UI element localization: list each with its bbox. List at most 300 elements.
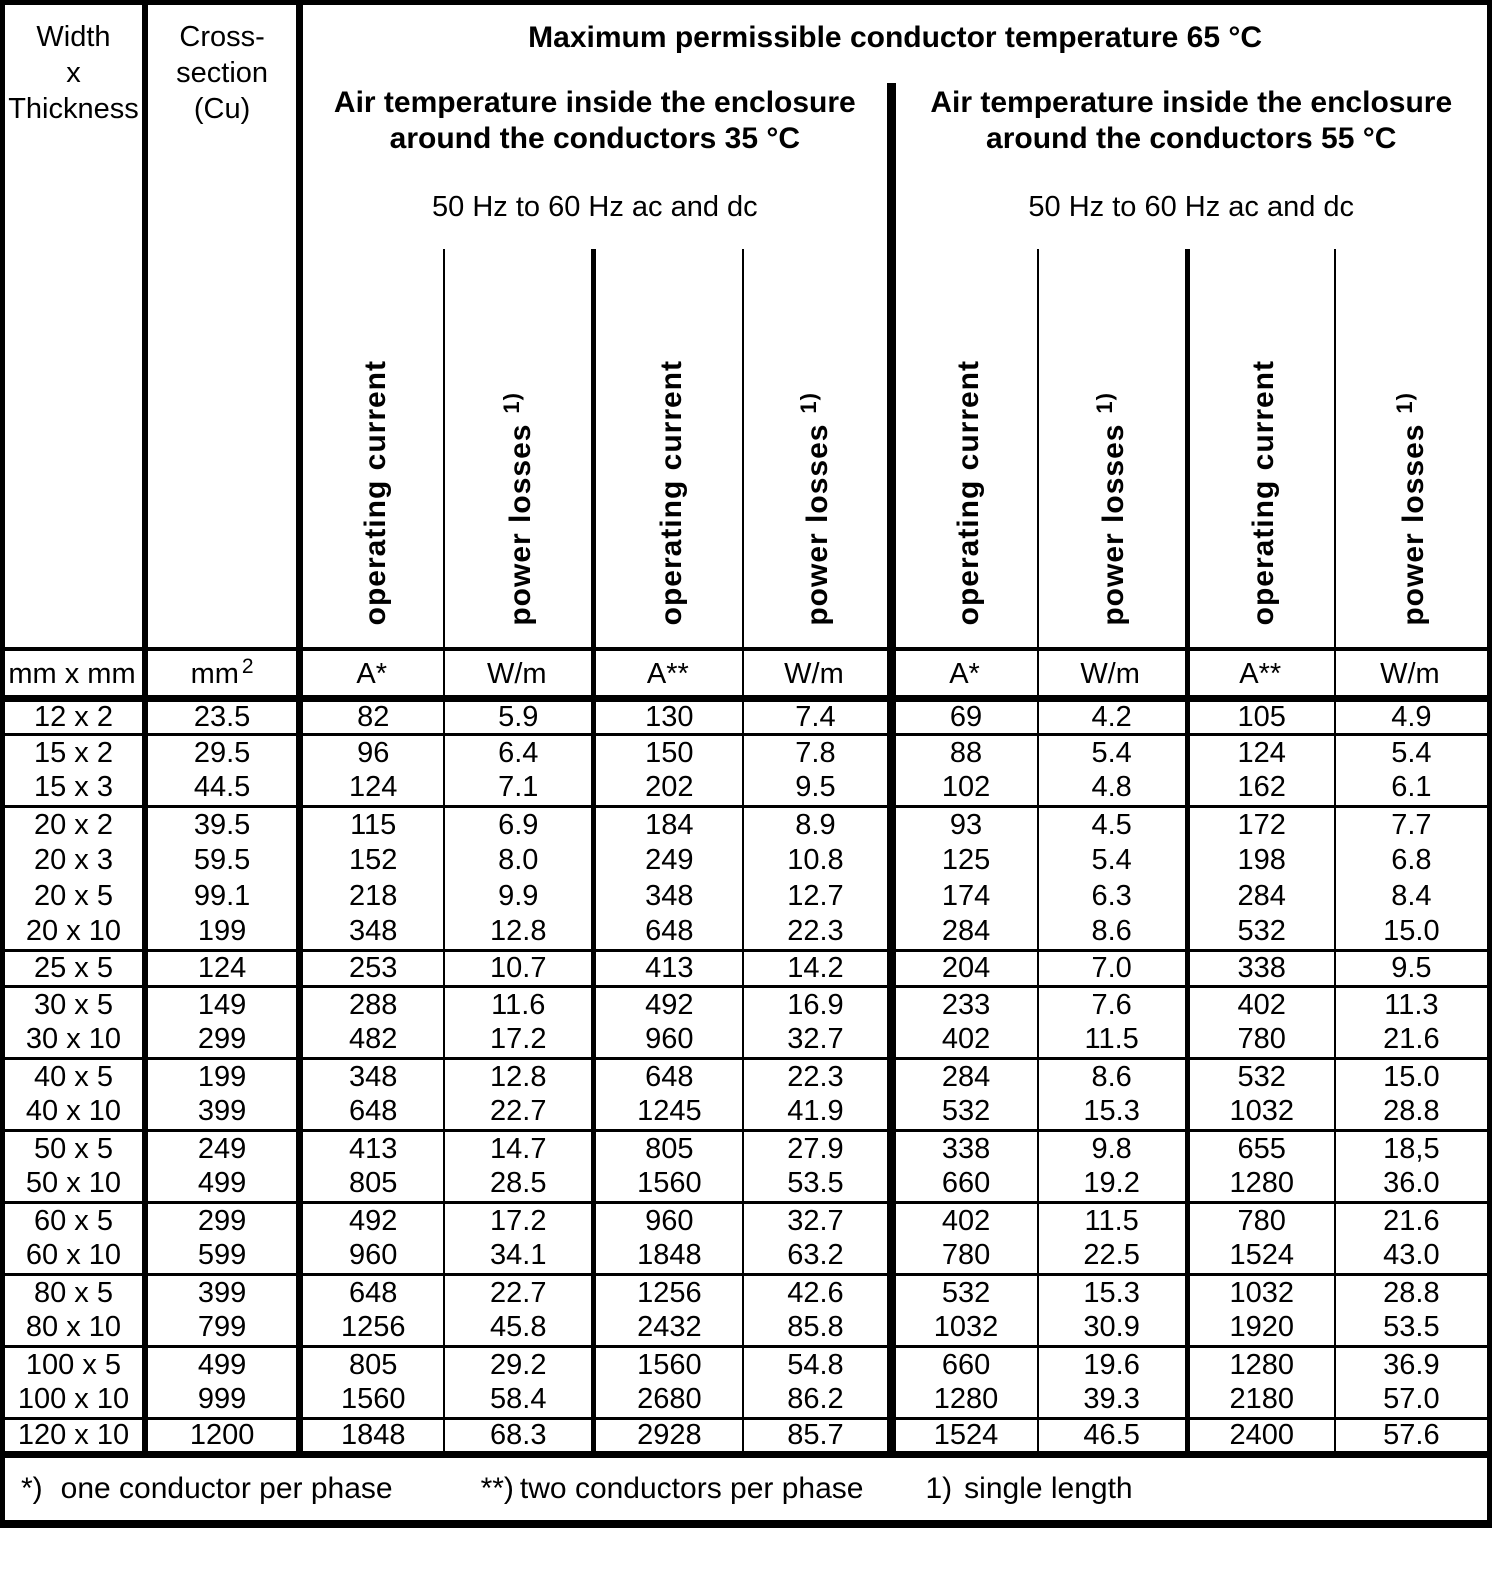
table-cell: 299: [145, 1023, 300, 1059]
table-cell: 39.5: [145, 807, 300, 843]
table-cell: 8.6: [1038, 915, 1188, 951]
table-cell: 1280: [1187, 1167, 1335, 1203]
table-cell: 780: [1187, 1023, 1335, 1059]
col-header-width-thickness: [3, 3, 145, 649]
unit-cell: [743, 649, 891, 699]
table-cell: 8.9: [743, 807, 891, 843]
table-cell: 402: [891, 1023, 1038, 1059]
table-row: [3, 1311, 1490, 1347]
table-cell: 7.4: [743, 699, 891, 735]
table-cell: 12.8: [444, 1059, 594, 1095]
table-cell: 655: [1187, 1131, 1335, 1167]
table-cell: 218: [300, 879, 445, 915]
table-cell: 1524: [1187, 1239, 1335, 1275]
table-cell: 30.9: [1038, 1311, 1188, 1347]
footnote-text: two conductors per phase: [519, 1472, 864, 1505]
table-cell: 7.7: [1335, 807, 1490, 843]
table-cell: 44.5: [145, 771, 300, 807]
table-row: [3, 771, 1490, 807]
table-cell: 17.2: [444, 1203, 594, 1239]
table-cell: 68.3: [444, 1419, 594, 1455]
table-cell: 1032: [1187, 1095, 1335, 1131]
row-size-label: 12 x 2: [33, 701, 113, 733]
table-cell: 532: [1187, 915, 1335, 951]
table-cell: 299: [145, 1203, 300, 1239]
table-cell: 124: [300, 771, 445, 807]
table-cell: 15.0: [1335, 1059, 1490, 1095]
table-cell: 999: [145, 1383, 300, 1419]
table-cell: 36.0: [1335, 1167, 1490, 1203]
table-cell: 53.5: [743, 1167, 891, 1203]
table-cell: 32.7: [743, 1023, 891, 1059]
table-cell: 63.2: [743, 1239, 891, 1275]
table-cell: 46.5: [1038, 1419, 1188, 1455]
unit-cell: [444, 649, 594, 699]
table-cell: 648: [300, 1095, 445, 1131]
footnote-text: single length: [964, 1472, 1133, 1505]
table-cell: 960: [594, 1023, 744, 1059]
unit-label: mm x mm: [8, 658, 136, 691]
footnote-ref: 1): [1092, 391, 1118, 414]
table-cell: 124: [1187, 735, 1335, 771]
table-cell: 660: [891, 1347, 1038, 1383]
table-cell: 9.9: [444, 879, 594, 915]
rotated-label: operating current: [951, 360, 985, 626]
col-header-line: Width: [36, 21, 111, 53]
table-cell: 399: [145, 1275, 300, 1311]
row-size-label: 50 x 5: [3, 1131, 145, 1167]
table-cell: 499: [145, 1347, 300, 1383]
table-cell: 53.5: [1335, 1311, 1490, 1347]
table-cell: 1920: [1187, 1311, 1335, 1347]
row-size-label: 100 x 10: [17, 1383, 130, 1416]
table-cell: 36.9: [1335, 1347, 1490, 1383]
rotated-label: power losses: [1396, 423, 1430, 626]
freq-note-55c: 50 Hz to 60 Hz ac and dc: [891, 157, 1490, 249]
table-cell: 115: [300, 807, 445, 843]
group-title-line: around the conductors 35 °C: [389, 121, 801, 155]
unit-cell: [145, 649, 300, 699]
table-cell: 492: [594, 987, 744, 1023]
table-cell: 28.5: [444, 1167, 594, 1203]
table-row: [3, 879, 1490, 915]
table-cell: 288: [300, 987, 445, 1023]
table-cell: 960: [300, 1239, 445, 1275]
col-header-line: Cross-: [179, 21, 265, 53]
table-row: [3, 1275, 1490, 1311]
table-cell: 2180: [1187, 1383, 1335, 1419]
table-cell: 4.5: [1038, 807, 1188, 843]
table-cell: 43.0: [1335, 1239, 1490, 1275]
table-cell: 22.3: [743, 915, 891, 951]
row-size-label: 120 x 10: [3, 1419, 145, 1455]
table-row: [3, 1167, 1490, 1203]
table-cell: 11.6: [444, 987, 594, 1023]
table-cell: 125: [891, 843, 1038, 879]
unit-cell: [300, 649, 445, 699]
table-cell: 1032: [891, 1311, 1038, 1347]
table-cell: 284: [891, 1059, 1038, 1095]
rotated-label: operating current: [358, 360, 392, 626]
table-cell: 960: [594, 1203, 744, 1239]
table-cell: 348: [594, 879, 744, 915]
table-cell: 45.8: [444, 1311, 594, 1347]
table-cell: 648: [594, 1059, 744, 1095]
table-row: [3, 915, 1490, 951]
table-cell: 11.5: [1038, 1203, 1188, 1239]
table-cell: 482: [300, 1023, 445, 1059]
table-cell: 15.3: [1038, 1275, 1188, 1311]
table-cell: 21.6: [1335, 1203, 1490, 1239]
rotated-header-operating-current: [891, 249, 1038, 649]
rotated-label: operating current: [654, 360, 688, 626]
table-cell: 23.5: [145, 699, 300, 735]
table-cell: 532: [891, 1095, 1038, 1131]
table-cell: 648: [300, 1275, 445, 1311]
table-cell: 82: [300, 699, 445, 735]
table-cell: 85.8: [743, 1311, 891, 1347]
table-cell: 1560: [594, 1167, 744, 1203]
freq-note-35c: 50 Hz to 60 Hz ac and dc: [300, 157, 891, 249]
table-cell: 4.9: [1335, 699, 1490, 735]
table-cell: 9.5: [743, 771, 891, 807]
table-cell: 22.3: [743, 1059, 891, 1095]
table-cell: 86.2: [743, 1383, 891, 1419]
table-row: [3, 1023, 1490, 1059]
table-cell: 174: [891, 879, 1038, 915]
table-cell: 7.0: [1038, 951, 1188, 987]
table-body: [3, 699, 1490, 1455]
table-cell: 1200: [145, 1419, 300, 1455]
title-row: [3, 3, 1490, 83]
table-cell: 805: [300, 1167, 445, 1203]
table-cell: 150: [594, 735, 744, 771]
row-size-label: 30 x 10: [25, 1023, 122, 1056]
unit-label: A*: [949, 658, 980, 691]
group-title-line: around the conductors 55 °C: [986, 121, 1397, 155]
table-cell: 15.0: [1335, 915, 1490, 951]
table-cell: 15.3: [1038, 1095, 1188, 1131]
table-cell: 805: [300, 1347, 445, 1383]
table-cell: 7.8: [743, 735, 891, 771]
units-row: [3, 649, 1490, 699]
table-cell: 17.2: [444, 1023, 594, 1059]
table-cell: 11.3: [1335, 987, 1490, 1023]
table-cell: 1280: [1187, 1347, 1335, 1383]
table-row: [3, 1059, 1490, 1095]
footnote-ref: 1): [1391, 391, 1417, 414]
rotated-header-power-losses: [444, 249, 594, 649]
table-row: [3, 1095, 1490, 1131]
row-size-label: 20 x 5: [33, 880, 113, 912]
table-cell: 9.5: [1335, 951, 1490, 987]
table-row: [3, 987, 1490, 1023]
table-cell: 338: [891, 1131, 1038, 1167]
table-row: [3, 1383, 1490, 1419]
table-cell: 10.7: [444, 951, 594, 987]
rotated-header-power-losses: [743, 249, 891, 649]
footnotes: [3, 1455, 1490, 1525]
table-cell: 249: [594, 843, 744, 879]
table-cell: 780: [891, 1239, 1038, 1275]
row-size-label: 25 x 5: [3, 951, 145, 987]
table-cell: 19.6: [1038, 1347, 1188, 1383]
table-cell: 21.6: [1335, 1023, 1490, 1059]
table-cell: 2928: [594, 1419, 744, 1455]
table-cell: 532: [1187, 1059, 1335, 1095]
table-cell: 233: [891, 987, 1038, 1023]
table-cell: 6.3: [1038, 879, 1188, 915]
table-cell: 93: [891, 807, 1038, 843]
unit-label: A**: [1239, 658, 1282, 691]
table-cell: 799: [145, 1311, 300, 1347]
table-cell: 96: [300, 735, 445, 771]
rotated-label: power losses: [1097, 423, 1131, 626]
table-cell: 202: [594, 771, 744, 807]
row-size-label: 80 x 5: [3, 1275, 145, 1311]
table-cell: 648: [594, 915, 744, 951]
unit-label: mm: [190, 658, 239, 691]
table-cell: 5.4: [1038, 843, 1188, 879]
table-row: [3, 1203, 1490, 1239]
footnote-marker: **): [480, 1472, 514, 1505]
table-cell: 1256: [300, 1311, 445, 1347]
table-cell: 6.8: [1335, 843, 1490, 879]
table-cell: 85.7: [743, 1419, 891, 1455]
group-header-35c: [300, 83, 891, 157]
table-cell: 499: [145, 1167, 300, 1203]
row-size-label: 30 x 5: [3, 987, 145, 1023]
table-cell: 32.7: [743, 1203, 891, 1239]
row-size-label: 40 x 5: [3, 1059, 145, 1095]
table-cell: 57.0: [1335, 1383, 1490, 1419]
table-cell: 204: [891, 951, 1038, 987]
table-cell: 348: [300, 915, 445, 951]
col-header-line: (Cu): [193, 93, 251, 125]
table-cell: 1560: [594, 1347, 744, 1383]
unit-label: A**: [646, 658, 689, 691]
table-cell: 2680: [594, 1383, 744, 1419]
unit-cell: [1038, 649, 1188, 699]
table-cell: 12.7: [743, 879, 891, 915]
table-cell: 1848: [594, 1239, 744, 1275]
row-size-label: 15 x 3: [33, 771, 113, 804]
table-cell: 284: [891, 915, 1038, 951]
table-cell: 124: [145, 951, 300, 987]
table-cell: 34.1: [444, 1239, 594, 1275]
table-cell: 492: [300, 1203, 445, 1239]
row-size-label: 20 x 3: [33, 844, 113, 876]
table-row: [3, 843, 1490, 879]
unit-label: W/m: [784, 658, 844, 691]
table-cell: 11.5: [1038, 1023, 1188, 1059]
table-cell: 152: [300, 843, 445, 879]
row-size-label: 100 x 5: [3, 1347, 145, 1383]
table-cell: 198: [1187, 843, 1335, 879]
row-size-label: 15 x 2: [3, 735, 145, 771]
table-cell: 4.2: [1038, 699, 1188, 735]
col-header-line: section: [176, 57, 269, 89]
table-cell: 1032: [1187, 1275, 1335, 1311]
unit-cell: [1335, 649, 1490, 699]
table-cell: 5.9: [444, 699, 594, 735]
row-size-label: 60 x 5: [3, 1203, 145, 1239]
table-cell: 660: [891, 1167, 1038, 1203]
table-cell: 6.4: [444, 735, 594, 771]
table-cell: 39.3: [1038, 1383, 1188, 1419]
group-title-line: Air temperature inside the enclosure: [333, 85, 856, 119]
table-cell: 28.8: [1335, 1095, 1490, 1131]
table-cell: 54.8: [743, 1347, 891, 1383]
table-cell: 6.1: [1335, 771, 1490, 807]
table-cell: 57.6: [1335, 1419, 1490, 1455]
table-cell: 10.8: [743, 843, 891, 879]
table-row: [3, 699, 1490, 735]
table-cell: 9.8: [1038, 1131, 1188, 1167]
unit-label: A*: [356, 658, 388, 691]
unit-cell: [891, 649, 1038, 699]
table-cell: 14.7: [444, 1131, 594, 1167]
table-row: [3, 1131, 1490, 1167]
footnote-marker: *): [21, 1472, 43, 1505]
table-cell: 399: [145, 1095, 300, 1131]
table-cell: 284: [1187, 879, 1335, 915]
table-cell: 19.2: [1038, 1167, 1188, 1203]
table-cell: 42.6: [743, 1275, 891, 1311]
unit-cell: [594, 649, 744, 699]
table-cell: 29.2: [444, 1347, 594, 1383]
table-cell: 22.7: [444, 1095, 594, 1131]
table-cell: 1524: [891, 1419, 1038, 1455]
row-size-label: 20 x 2: [3, 807, 145, 843]
row-size-label: 50 x 10: [25, 1167, 122, 1200]
table-cell: 1560: [300, 1383, 445, 1419]
table-cell: 28.8: [1335, 1275, 1490, 1311]
footnote-ref: 1): [795, 391, 821, 414]
unit-label: W/m: [1380, 658, 1440, 691]
table-cell: 14.2: [743, 951, 891, 987]
table-cell: 105: [1187, 699, 1335, 735]
table-cell: 29.5: [145, 735, 300, 771]
table-cell: 1256: [594, 1275, 744, 1311]
table-cell: 41.9: [743, 1095, 891, 1131]
row-size-label: 40 x 10: [25, 1095, 122, 1128]
rotated-header-power-losses: [1335, 249, 1490, 649]
table-cell: 402: [1187, 987, 1335, 1023]
table-cell: 348: [300, 1059, 445, 1095]
row-size-label: 20 x 10: [25, 915, 122, 948]
unit-cell: [3, 649, 145, 699]
table-cell: 99.1: [145, 879, 300, 915]
unit-cell: [1187, 649, 1335, 699]
table-row: [3, 1347, 1490, 1383]
table-cell: 402: [891, 1203, 1038, 1239]
rotated-header-power-losses: [1038, 249, 1188, 649]
table-cell: 69: [891, 699, 1038, 735]
table-row: [3, 1419, 1490, 1455]
table-row: [3, 807, 1490, 843]
table-cell: 184: [594, 807, 744, 843]
table-cell: 1848: [300, 1419, 445, 1455]
table-cell: 4.8: [1038, 771, 1188, 807]
footnotes-row: [3, 1455, 1490, 1525]
unit-label: W/m: [486, 658, 547, 691]
rotated-label: power losses: [503, 423, 537, 626]
col-header-line: x: [66, 57, 81, 89]
table-cell: 2432: [594, 1311, 744, 1347]
table-cell: 1280: [891, 1383, 1038, 1419]
table-row: [3, 951, 1490, 987]
table-cell: 18,5: [1335, 1131, 1490, 1167]
table-cell: 805: [594, 1131, 744, 1167]
table-cell: 58.4: [444, 1383, 594, 1419]
rotated-header-operating-current: [594, 249, 744, 649]
table-cell: 172: [1187, 807, 1335, 843]
main-title: Maximum permissible conductor temperature 65 °C: [300, 3, 1490, 83]
footnote-ref: 1): [498, 391, 524, 414]
table-cell: 8.6: [1038, 1059, 1188, 1095]
table-cell: 1245: [594, 1095, 744, 1131]
table-cell: 532: [891, 1275, 1038, 1311]
table-cell: 253: [300, 951, 445, 987]
table-cell: 7.1: [444, 771, 594, 807]
table-cell: 12.8: [444, 915, 594, 951]
table-cell: 199: [145, 1059, 300, 1095]
row-size-label: 60 x 10: [25, 1239, 122, 1272]
table-cell: 8.4: [1335, 879, 1490, 915]
table-cell: 22.7: [444, 1275, 594, 1311]
table-cell: 413: [300, 1131, 445, 1167]
group-header-55c: [891, 83, 1490, 157]
unit-sup: 2: [241, 655, 254, 679]
table-cell: 130: [594, 699, 744, 735]
table-cell: 599: [145, 1239, 300, 1275]
table-cell: 162: [1187, 771, 1335, 807]
table-cell: 7.6: [1038, 987, 1188, 1023]
table-row: [3, 735, 1490, 771]
table-cell: 338: [1187, 951, 1335, 987]
table-cell: 780: [1187, 1203, 1335, 1239]
rotated-label: operating current: [1247, 360, 1281, 626]
table-cell: 6.9: [444, 807, 594, 843]
rotated-header-operating-current: [1187, 249, 1335, 649]
table-cell: 249: [145, 1131, 300, 1167]
table-cell: 16.9: [743, 987, 891, 1023]
table-row: [3, 1239, 1490, 1275]
table-cell: 2400: [1187, 1419, 1335, 1455]
group-title-line: Air temperature inside the enclosure: [930, 85, 1453, 119]
footnote-marker: 1): [925, 1472, 953, 1505]
table-cell: 27.9: [743, 1131, 891, 1167]
table-cell: 413: [594, 951, 744, 987]
table-cell: 59.5: [145, 843, 300, 879]
table-cell: 5.4: [1335, 735, 1490, 771]
table-cell: 149: [145, 987, 300, 1023]
table-cell: 88: [891, 735, 1038, 771]
col-header-line: Thickness: [8, 93, 139, 125]
table-cell: 5.4: [1038, 735, 1188, 771]
table-cell: 199: [145, 915, 300, 951]
unit-label: W/m: [1080, 658, 1140, 691]
row-size-label: 80 x 10: [25, 1311, 122, 1344]
rotated-header-operating-current: [300, 249, 445, 649]
table-cell: 8.0: [444, 843, 594, 879]
table-cell: 102: [891, 771, 1038, 807]
table-cell: 22.5: [1038, 1239, 1188, 1275]
footnote-text: one conductor per phase: [60, 1472, 393, 1505]
col-header-cross-section: [145, 3, 300, 649]
rotated-label: power losses: [800, 423, 834, 626]
